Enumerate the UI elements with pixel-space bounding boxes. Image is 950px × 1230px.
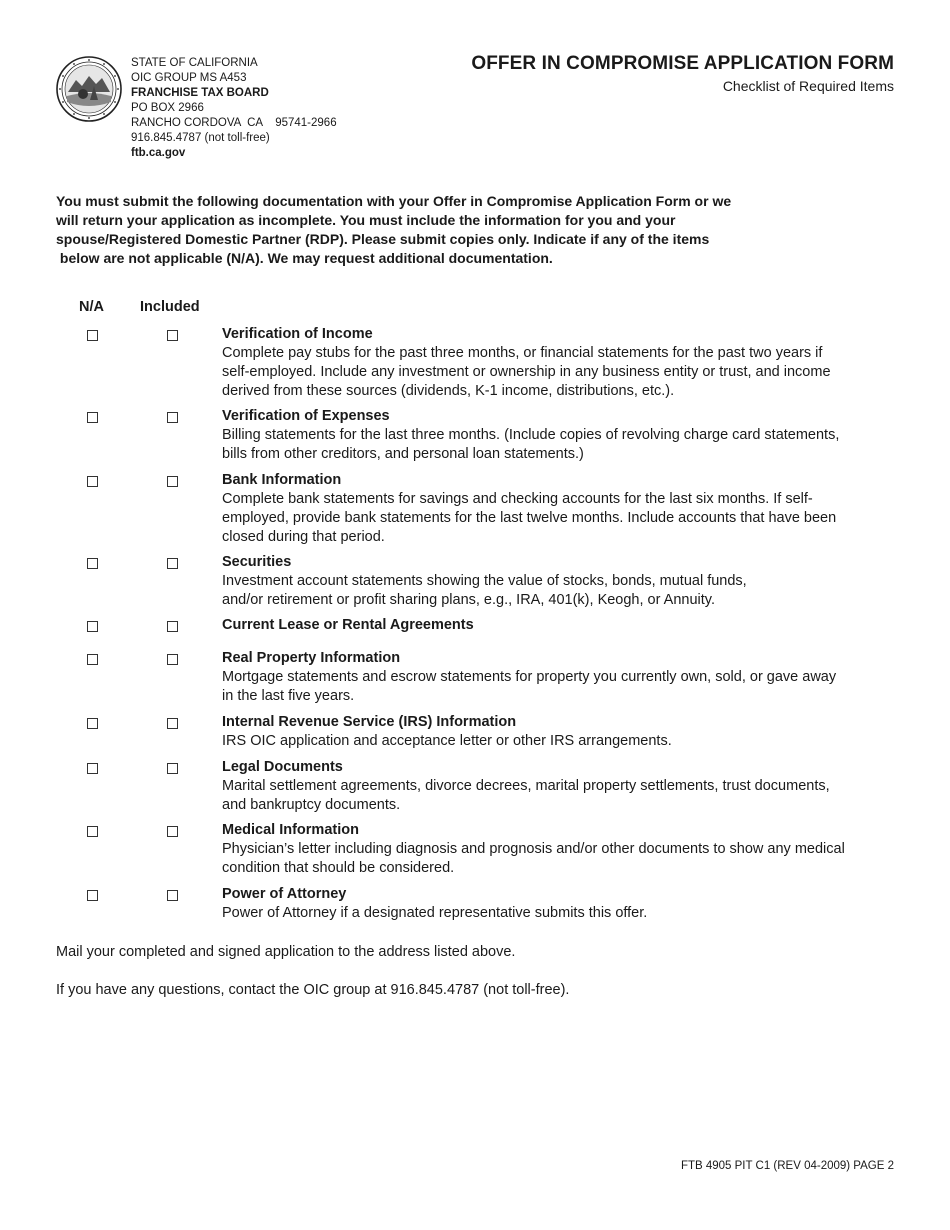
item-text <box>222 407 892 464</box>
item-description <box>222 904 892 923</box>
intro-instructions <box>56 192 816 268</box>
included-checkbox[interactable] <box>167 330 178 341</box>
item-description-line: Mortgage statements and escrow statements for property you currently own, sold, or gave away <box>222 669 837 685</box>
na-checkbox[interactable] <box>87 412 98 423</box>
item-text <box>222 616 892 635</box>
item-description-line: and bankruptcy documents. <box>222 797 401 813</box>
item-text <box>222 758 892 815</box>
item-description <box>222 344 892 401</box>
address-line: FRANCHISE TAX BOARD <box>131 87 269 99</box>
included-checkbox[interactable] <box>167 826 178 837</box>
included-checkbox[interactable] <box>167 718 178 729</box>
item-title: Current Lease or Rental Agreements <box>222 617 474 633</box>
address-line: PO BOX 2966 <box>131 102 204 114</box>
item-description-line: and/or retirement or profit sharing plans, e.g., IRA, 401(k), Keogh, or Annuity. <box>222 592 715 608</box>
na-checkbox[interactable] <box>87 476 98 487</box>
item-text <box>222 821 892 878</box>
item-description-line: derived from these sources (dividends, K-1 income, distributions, etc.). <box>222 383 675 399</box>
na-checkbox[interactable] <box>87 330 98 341</box>
na-checkbox[interactable] <box>87 763 98 774</box>
item-text <box>222 885 892 923</box>
included-checkbox[interactable] <box>167 412 178 423</box>
form-subtitle: Checklist of Required Items <box>722 78 894 94</box>
na-checkbox[interactable] <box>87 558 98 569</box>
included-checkbox[interactable] <box>167 654 178 665</box>
item-description <box>222 572 892 610</box>
address-line: 916.845.4787 (not toll-free) <box>131 132 270 144</box>
address-line: STATE OF CALIFORNIA <box>131 57 258 69</box>
address-line: RANCHO CORDOVA CA 95741-2966 <box>131 117 337 129</box>
column-header-na: N/A <box>79 299 104 315</box>
item-description-line: bills from other creditors, and personal loan statements.) <box>222 446 584 462</box>
item-description-line: in the last five years. <box>222 688 355 704</box>
item-description-line: self-employed. Include any investment or ownership in any business entity or trust, and income <box>222 364 831 380</box>
item-title: Real Property Information <box>222 650 401 666</box>
item-description <box>222 490 892 547</box>
address-line: OIC GROUP MS A453 <box>131 72 247 84</box>
item-title: Power of Attorney <box>222 886 347 902</box>
item-description-line: IRS OIC application and acceptance letter or other IRS arrangements. <box>222 733 672 749</box>
form-title-block <box>471 53 894 94</box>
item-title: Verification of Income <box>222 326 373 342</box>
item-title: Legal Documents <box>222 759 343 775</box>
item-description <box>222 840 892 878</box>
item-text <box>222 553 892 610</box>
state-seal-logo <box>56 56 122 122</box>
item-text <box>222 649 892 706</box>
item-description <box>222 777 892 815</box>
item-title: Medical Information <box>222 822 359 838</box>
na-checkbox[interactable] <box>87 621 98 632</box>
na-checkbox[interactable] <box>87 890 98 901</box>
item-title: Bank Information <box>222 472 342 488</box>
na-checkbox[interactable] <box>87 654 98 665</box>
intro-line: spouse/Registered Domestic Partner (RDP). Please submit copies only. Indicate if any of the items <box>56 231 710 247</box>
item-text <box>222 325 892 401</box>
na-checkbox[interactable] <box>87 718 98 729</box>
item-description-line: Complete pay stubs for the past three months, or financial statements for the past two years if <box>222 345 823 361</box>
item-description-line: employed, provide bank statements for the last twelve months. Include accounts that have been <box>222 510 837 526</box>
column-header-included: Included <box>140 299 200 315</box>
intro-line: You must submit the following documentation with your Offer in Compromise Application Form or we <box>56 193 732 209</box>
item-description-line: Power of Attorney if a designated representative submits this offer. <box>222 905 648 921</box>
item-description <box>222 426 892 464</box>
included-checkbox[interactable] <box>167 558 178 569</box>
included-checkbox[interactable] <box>167 621 178 632</box>
item-title: Securities <box>222 554 292 570</box>
item-description-line: Investment account statements showing the value of stocks, bonds, mutual funds, <box>222 573 747 589</box>
questions-note: If you have any questions, contact the OIC group at 916.845.4787 (not toll-free). <box>56 982 570 998</box>
included-checkbox[interactable] <box>167 476 178 487</box>
mail-note: Mail your completed and signed application to the address listed above. <box>56 944 516 960</box>
form-id: FTB 4905 PIT C1 (REV 04-2009) PAGE 2 <box>680 1160 894 1172</box>
na-checkbox[interactable] <box>87 826 98 837</box>
included-checkbox[interactable] <box>167 763 178 774</box>
item-description <box>222 668 892 706</box>
address-line: ftb.ca.gov <box>131 147 186 159</box>
form-title: OFFER IN COMPROMISE APPLICATION FORM <box>471 53 894 74</box>
included-checkbox[interactable] <box>167 890 178 901</box>
item-text <box>222 471 892 547</box>
address-block <box>131 56 337 161</box>
item-description-line: condition that should be considered. <box>222 860 455 876</box>
intro-line: will return your application as incomplete. You must include the information for you and your <box>56 212 676 228</box>
intro-line: below are not applicable (N/A). We may request additional documentation. <box>56 250 553 266</box>
item-title: Internal Revenue Service (IRS) Information <box>222 714 517 730</box>
item-description-line: Billing statements for the last three months. (Include copies of revolving charge card statements, <box>222 427 840 443</box>
item-description-line: Complete bank statements for savings and checking accounts for the last six months. If self- <box>222 491 813 507</box>
item-description-line: Physician’s letter including diagnosis and prognosis and/or other documents to show any medical <box>222 841 845 857</box>
item-text <box>222 713 892 751</box>
item-description-line: closed during that period. <box>222 529 385 545</box>
item-description <box>222 732 892 751</box>
item-description-line: Marital settlement agreements, divorce decrees, marital property settlements, trust documents, <box>222 778 830 794</box>
item-title: Verification of Expenses <box>222 408 390 424</box>
